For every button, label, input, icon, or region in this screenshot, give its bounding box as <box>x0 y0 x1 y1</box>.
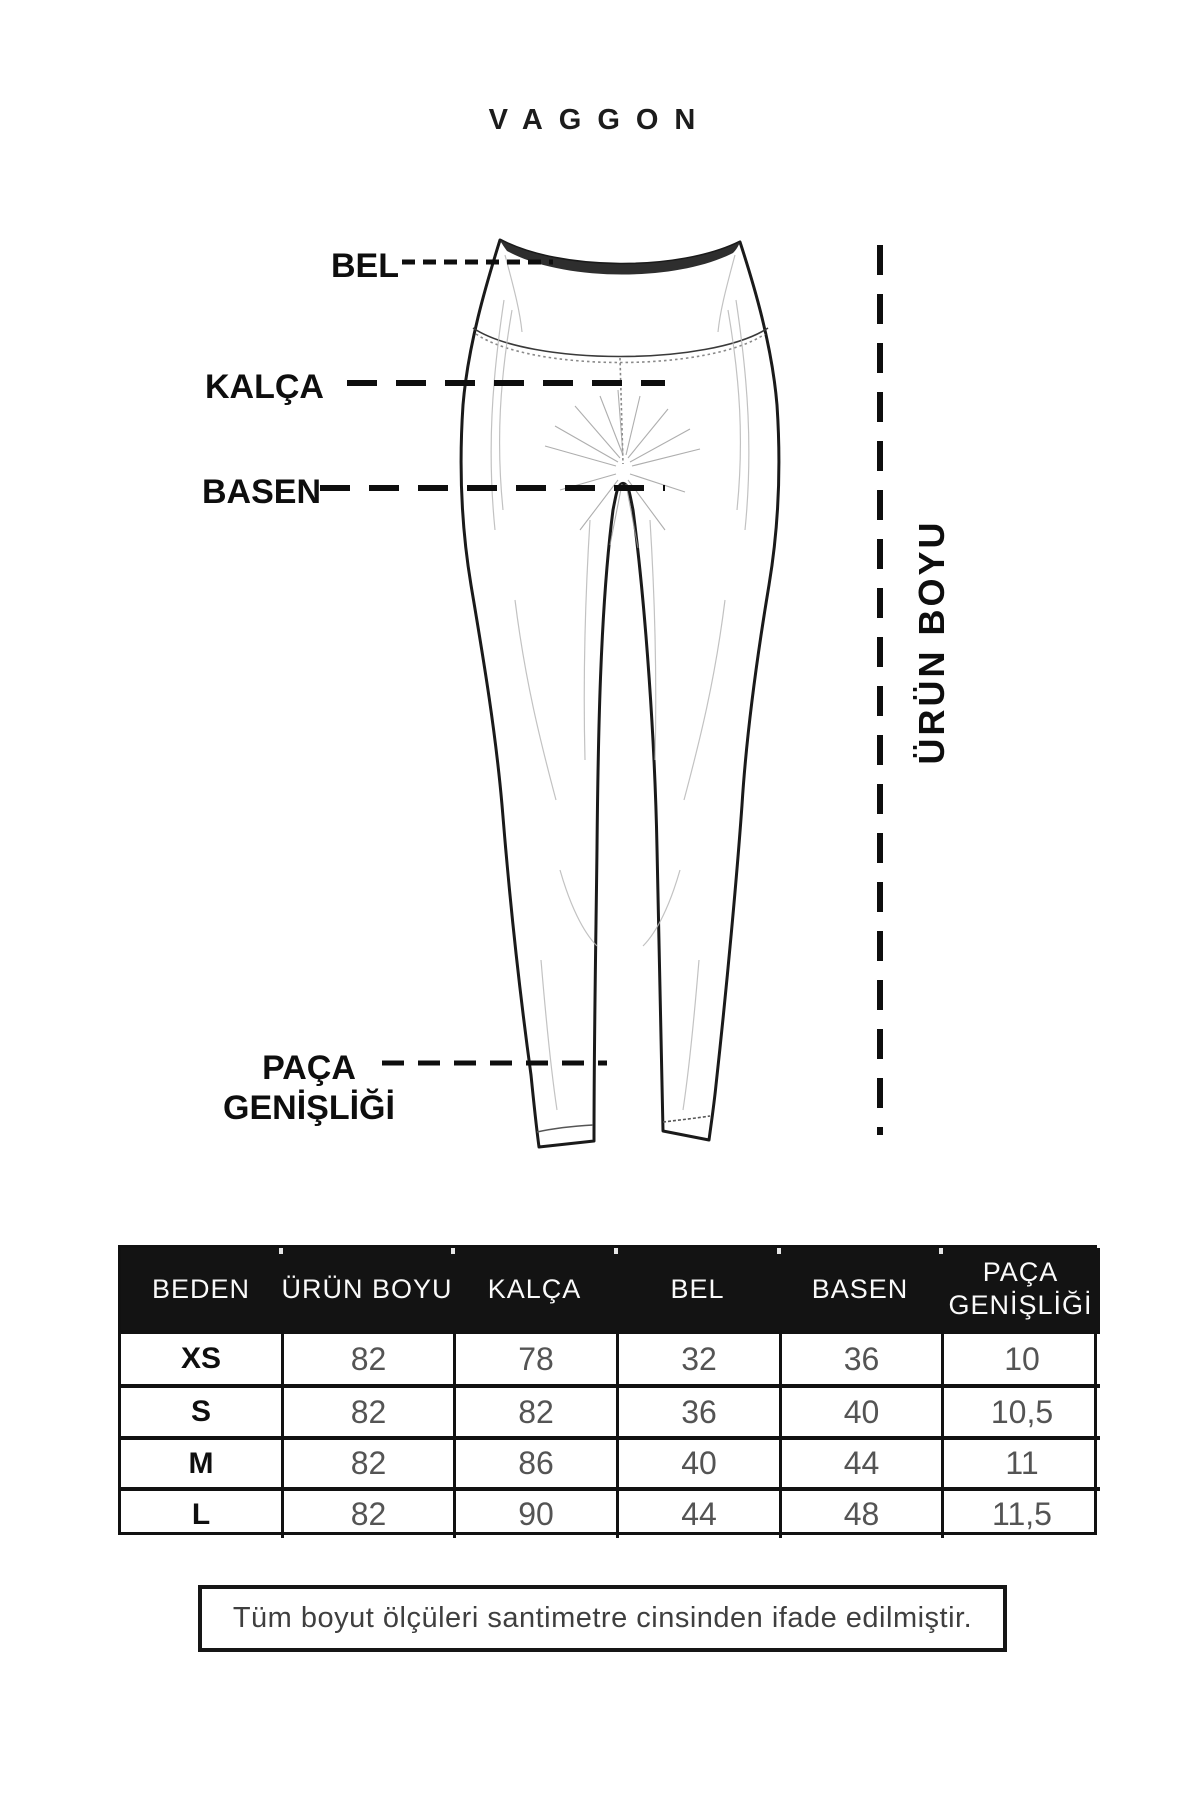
header-paca-genisligi: PAÇA GENİŞLİĞİ <box>941 1248 1100 1330</box>
unit-note-text: Tüm boyut ölçüleri santimetre cinsinden ifade edilmiştir. <box>232 1602 973 1634</box>
label-paca-line2: GENİŞLİĞİ <box>223 1089 395 1127</box>
header-basen: BASEN <box>779 1248 941 1330</box>
unit-note-box <box>198 1585 1007 1652</box>
cell-s-beden: S <box>121 1384 281 1436</box>
header-top-notch <box>451 1248 455 1254</box>
header-top-notch <box>279 1248 283 1254</box>
label-bel: BEL <box>331 247 399 285</box>
header-top-notch <box>614 1248 618 1254</box>
cell-l-bel: 44 <box>616 1487 779 1538</box>
cell-m-bel: 40 <box>616 1436 779 1487</box>
label-paca-line1: PAÇA <box>262 1049 356 1087</box>
brand-logo: VAGGON <box>488 104 712 136</box>
cell-xs-urun-boyu: 82 <box>281 1330 453 1384</box>
cell-s-paca: 10,5 <box>941 1384 1100 1436</box>
header-top-notch <box>939 1248 943 1254</box>
cell-l-basen: 48 <box>779 1487 941 1538</box>
header-top-notch <box>777 1248 781 1254</box>
cell-m-kalca: 86 <box>453 1436 616 1487</box>
header-bel: BEL <box>616 1248 779 1330</box>
leggings-outline <box>461 240 779 1147</box>
header-kalca: KALÇA <box>453 1248 616 1330</box>
cell-xs-basen: 36 <box>779 1330 941 1384</box>
cell-l-kalca: 90 <box>453 1487 616 1538</box>
label-basen: BASEN <box>202 473 322 511</box>
cell-l-urun-boyu: 82 <box>281 1487 453 1538</box>
cell-s-bel: 36 <box>616 1384 779 1436</box>
cell-m-paca: 11 <box>941 1436 1100 1487</box>
cell-xs-kalca: 78 <box>453 1330 616 1384</box>
cell-l-paca: 11,5 <box>941 1487 1100 1538</box>
label-paca-genisligi <box>179 1048 439 1128</box>
cell-s-basen: 40 <box>779 1384 941 1436</box>
cell-xs-paca: 10 <box>941 1330 1100 1384</box>
size-table <box>118 1245 1097 1535</box>
cell-xs-beden: XS <box>121 1330 281 1384</box>
cell-s-urun-boyu: 82 <box>281 1384 453 1436</box>
cell-m-urun-boyu: 82 <box>281 1436 453 1487</box>
cell-l-beden: L <box>121 1487 281 1538</box>
header-beden: BEDEN <box>121 1248 281 1330</box>
cell-xs-bel: 32 <box>616 1330 779 1384</box>
label-kalca: KALÇA <box>205 368 324 406</box>
label-urun-boyu: ÜRÜN BOYU <box>911 519 952 765</box>
cell-s-kalca: 82 <box>453 1384 616 1436</box>
cell-m-basen: 44 <box>779 1436 941 1487</box>
header-urun-boyu: ÜRÜN BOYU <box>281 1248 453 1330</box>
cell-m-beden: M <box>121 1436 281 1487</box>
